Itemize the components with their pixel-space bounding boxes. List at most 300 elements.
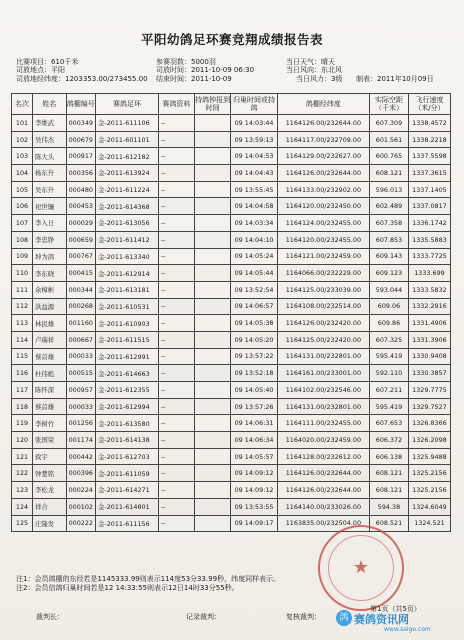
cell-name: 蔡首雄: [33, 348, 67, 365]
cell-name: 钟楚铭: [33, 465, 67, 482]
cell-loft-coords: 1164126.00/232644.00: [277, 465, 369, 482]
cell-arrival-time: 09 14:06:31: [231, 415, 277, 432]
cell-rank: 113: [12, 315, 33, 332]
cell-pigeon-info: --: [159, 248, 195, 265]
cell-distance: 592.110: [370, 365, 409, 382]
table-header-row: [12, 94, 451, 115]
cell-loft-id: 000679: [66, 131, 95, 148]
header-speed: 飞行速度（米/分）: [408, 94, 450, 115]
cell-name: 张国荣: [33, 432, 67, 449]
cell-loft-coords: 1164126.00/232420.00: [277, 315, 369, 332]
cell-distance: 607.358: [370, 215, 409, 232]
results-table: [11, 93, 451, 532]
cell-ring: 金-2011-613181: [96, 281, 159, 298]
cell-name: 洪益源: [33, 298, 67, 315]
cell-name: 杜伟彪: [33, 365, 67, 382]
cell-loft-coords: 1164161.00/233001.00: [277, 365, 369, 382]
cell-pigeon-info: --: [159, 215, 195, 232]
cell-distance: 602.489: [370, 198, 409, 215]
cell-loft-id: 000033: [66, 398, 95, 415]
cell-name: 祥合: [33, 498, 67, 515]
table-row: [12, 231, 451, 248]
pigeon-logo-icon: 鸽: [336, 610, 352, 626]
cell-loft-id: 001174: [66, 432, 95, 449]
cell-rank: 116: [12, 365, 33, 382]
cell-name: 陈大头: [33, 148, 67, 165]
cell-distance: 607.211: [370, 382, 409, 399]
cell-ring: 金-2011-613924: [96, 165, 159, 182]
cell-distance: 606.138: [370, 448, 409, 465]
footnotes: [16, 575, 280, 593]
cell-rank: 124: [12, 498, 33, 515]
cell-speed: 1325.9488: [408, 448, 450, 465]
cell-loft-id: 000917: [66, 148, 95, 165]
cell-pigeon-info: --: [159, 482, 195, 499]
cell-ring: 金-2011-614801: [96, 498, 159, 515]
cell-distance: 607.309: [370, 115, 409, 132]
cell-distance: 607.653: [370, 415, 409, 432]
cell-arrival-time: 09 14:04:10: [231, 231, 277, 248]
cell-pigeon-info: --: [159, 298, 195, 315]
cell-name: 祀世镰: [33, 198, 67, 215]
cell-arrival-time: 09 13:55:45: [231, 181, 277, 198]
header-coords: 鸽棚经纬度: [277, 94, 369, 115]
cell-rank: 117: [12, 382, 33, 399]
cell-name: 致宇: [33, 448, 67, 465]
cell-arrival-time: 09 14:05:20: [231, 331, 277, 348]
cell-pigeon-info: --: [159, 398, 195, 415]
cell-clock-time: [194, 348, 231, 365]
release-time: 司放时间：2011-10-09 06:30: [156, 66, 255, 75]
cell-clock-time: [194, 331, 231, 348]
cell-clock-time: [194, 215, 231, 232]
header-arrival: 归巢时间或持鸽: [231, 94, 277, 115]
cell-pigeon-info: --: [159, 432, 195, 449]
cell-name: 吴东升: [33, 181, 67, 198]
header-ring: 赛鸽足环: [96, 94, 159, 115]
cell-loft-id: 000515: [66, 365, 95, 382]
cell-pigeon-info: --: [159, 131, 195, 148]
cell-loft-id: 001256: [66, 415, 95, 432]
cell-ring: 金-2011-601101: [96, 131, 159, 148]
cell-clock-time: [194, 248, 231, 265]
cell-rank: 106: [12, 198, 33, 215]
cell-loft-id: 000957: [66, 382, 95, 399]
cell-rank: 118: [12, 398, 33, 415]
table-row: [12, 215, 451, 232]
cell-pigeon-info: --: [159, 331, 195, 348]
cell-name: 余樟彬: [33, 281, 67, 298]
cell-loft-coords: 1164131.00/232801.00: [277, 348, 369, 365]
page-title: 平阳幼鸽足环赛竞翔成绩报告表: [140, 32, 323, 47]
header-rank: 名次: [12, 94, 33, 115]
cell-name: 李树竹: [33, 415, 67, 432]
official-seal: ★: [318, 525, 404, 611]
cell-speed: 1337.1405: [408, 181, 450, 198]
cell-clock-time: [194, 465, 231, 482]
cell-clock-time: [194, 415, 231, 432]
cell-loft-id: 000224: [66, 482, 95, 499]
table-row: [12, 515, 451, 532]
cell-arrival-time: 09 14:09:17: [231, 515, 277, 532]
cell-pigeon-info: --: [159, 181, 195, 198]
cell-rank: 123: [12, 482, 33, 499]
cell-speed: 1338.4572: [408, 115, 450, 132]
cell-ring: 金-2011-611515: [96, 331, 159, 348]
cell-speed: 1330.3857: [408, 365, 450, 382]
table-row: [12, 415, 451, 432]
cell-loft-id: 000349: [66, 115, 95, 132]
table-row: [12, 365, 451, 382]
cell-name: 杨东升: [33, 165, 67, 182]
cell-loft-coords: 1164131.00/232801.00: [277, 398, 369, 415]
cell-pigeon-info: --: [159, 415, 195, 432]
cell-pigeon-info: --: [159, 198, 195, 215]
cell-pigeon-info: --: [159, 148, 195, 165]
cell-arrival-time: 09 13:57:22: [231, 348, 277, 365]
cell-arrival-time: 09 14:04:53: [231, 148, 277, 165]
cell-rank: 122: [12, 465, 33, 482]
cell-distance: 608.121: [370, 482, 409, 499]
cell-pigeon-info: --: [159, 281, 195, 298]
cell-rank: 102: [12, 131, 33, 148]
table-row: [12, 331, 451, 348]
results-body: [12, 115, 451, 532]
table-row: [12, 198, 451, 215]
cell-pigeon-info: --: [159, 115, 195, 132]
cell-speed: 1337.0817: [408, 198, 450, 215]
cell-loft-coords: 1164117.00/232709.00: [277, 131, 369, 148]
cell-speed: 1337.5598: [408, 148, 450, 165]
table-row: [12, 148, 451, 165]
cell-arrival-time: 09 14:03:34: [231, 215, 277, 232]
cell-clock-time: [194, 498, 231, 515]
cell-rank: 121: [12, 448, 33, 465]
cell-speed: 1333.699: [408, 265, 450, 282]
cell-clock-time: [194, 398, 231, 415]
cell-clock-time: [194, 165, 231, 182]
table-row: [12, 265, 451, 282]
cell-distance: 608.121: [370, 165, 409, 182]
cell-name: 李松龙: [33, 482, 67, 499]
cell-distance: 601.561: [370, 131, 409, 148]
cell-name: 李维武: [33, 115, 67, 132]
cell-clock-time: [194, 315, 231, 332]
recorder-signature: 记录裁判：: [186, 613, 221, 621]
table-row: [12, 315, 451, 332]
cell-name: 庄隆发: [33, 515, 67, 532]
cell-pigeon-info: --: [159, 498, 195, 515]
table-row: [12, 165, 451, 182]
header-distance: 实际空距（千米）: [370, 94, 409, 115]
cell-speed: 1336.1742: [408, 215, 450, 232]
cell-ring: 金-2011-614368: [96, 198, 159, 215]
cell-speed: 1326.8366: [408, 415, 450, 432]
cell-ring: 金-2011-612355: [96, 382, 159, 399]
cell-loft-coords: 1164120.00/232455.00: [277, 231, 369, 248]
cell-speed: 1324.6049: [408, 498, 450, 515]
cell-arrival-time: 09 14:03:44: [231, 115, 277, 132]
cell-clock-time: [194, 382, 231, 399]
cell-arrival-time: 09 14:04:58: [231, 198, 277, 215]
cell-distance: 607.325: [370, 331, 409, 348]
cell-loft-id: 000442: [66, 448, 95, 465]
cell-arrival-time: 09 13:57:26: [231, 398, 277, 415]
cell-arrival-time: 09 14:06:57: [231, 298, 277, 315]
table-row: [12, 382, 451, 399]
cell-distance: 609.143: [370, 248, 409, 265]
header-clock-time: 持鸽钟报到时间: [194, 94, 231, 115]
weather-info: [286, 58, 342, 75]
entries-count: 参赛羽数：5000羽: [156, 58, 216, 66]
cell-loft-id: 000453: [66, 198, 95, 215]
cell-speed: 1325.2156: [408, 465, 450, 482]
cell-ring: 金-2011-613580: [96, 415, 159, 432]
cell-ring: 金-2011-614663: [96, 365, 159, 382]
cell-arrival-time: 09 14:06:34: [231, 432, 277, 449]
cell-pigeon-info: --: [159, 365, 195, 382]
cell-arrival-time: 09 14:05:24: [231, 248, 277, 265]
cell-rank: 125: [12, 515, 33, 532]
cell-distance: 595.419: [370, 348, 409, 365]
cell-name: 林民雄: [33, 315, 67, 332]
cell-rank: 101: [12, 115, 33, 132]
cell-loft-id: 000268: [66, 298, 95, 315]
cell-clock-time: [194, 448, 231, 465]
cell-arrival-time: 09 14:04:43: [231, 165, 277, 182]
cell-clock-time: [194, 482, 231, 499]
table-row: [12, 248, 451, 265]
cell-distance: 600.765: [370, 148, 409, 165]
cell-distance: 609.123: [370, 265, 409, 282]
cell-clock-time: [194, 181, 231, 198]
table-row: [12, 448, 451, 465]
cell-speed: 1326.2098: [408, 432, 450, 449]
cell-speed: 1331.4906: [408, 315, 450, 332]
cell-rank: 114: [12, 331, 33, 348]
cell-name: 卢瑞祥: [33, 331, 67, 348]
cell-loft-coords: 1164126.00/232644.00: [277, 165, 369, 182]
table-row: [12, 348, 451, 365]
cell-rank: 103: [12, 148, 33, 165]
cell-loft-coords: 1164120.00/232450.00: [277, 198, 369, 215]
table-row: [12, 115, 451, 132]
cell-arrival-time: 09 14:05:44: [231, 265, 277, 282]
cell-rank: 110: [12, 265, 33, 282]
cell-loft-coords: 1164126.00/232644.00: [277, 115, 369, 132]
cell-distance: 595.419: [370, 398, 409, 415]
cell-name: 蔡首雄: [33, 398, 67, 415]
cell-clock-time: [194, 231, 231, 248]
header-name: 姓名: [33, 94, 67, 115]
cell-clock-time: [194, 298, 231, 315]
footnote-1: 注1：会员鸽棚的东经若是1145333.99则表示114度53分33.99秒，纬度同样表示。: [16, 575, 281, 583]
table-row: [12, 398, 451, 415]
cell-loft-id: 000029: [66, 215, 95, 232]
cell-loft-coords: 1164133.00/232902.00: [277, 181, 369, 198]
cell-arrival-time: 09 13:52:18: [231, 365, 277, 382]
cell-speed: 1329.7527: [408, 398, 450, 415]
release-place: 司放地点：平阳: [16, 66, 65, 75]
cell-ring: 金-2011-614138: [96, 432, 159, 449]
cell-loft-coords: 1164108.00/232514.00: [277, 298, 369, 315]
cell-loft-id: 001160: [66, 315, 95, 332]
cell-rank: 111: [12, 281, 33, 298]
cell-loft-coords: 1164129.00/232627.00: [277, 148, 369, 165]
cell-loft-id: 000033: [66, 348, 95, 365]
cell-ring: 金-2011-611059: [96, 465, 159, 482]
cell-pigeon-info: --: [159, 448, 195, 465]
cell-pigeon-info: --: [159, 231, 195, 248]
cell-loft-id: 000415: [66, 265, 95, 282]
cell-loft-coords: 1164020.00/232459.00: [277, 432, 369, 449]
table-row: [12, 432, 451, 449]
cell-pigeon-info: --: [159, 348, 195, 365]
cell-rank: 107: [12, 215, 33, 232]
table-row: [12, 482, 451, 499]
cell-pigeon-info: --: [159, 315, 195, 332]
cell-clock-time: [194, 515, 231, 532]
cell-loft-id: 000344: [66, 281, 95, 298]
cell-arrival-time: 09 14:05:38: [231, 315, 277, 332]
table-row: [12, 298, 451, 315]
cell-rank: 112: [12, 298, 33, 315]
cell-clock-time: [194, 265, 231, 282]
cell-loft-id: 000222: [66, 515, 95, 532]
cell-loft-id: 000767: [66, 248, 95, 265]
cell-speed: 1337.3615: [408, 165, 450, 182]
cell-loft-coords: 1164102.00/232546.00: [277, 382, 369, 399]
cell-loft-coords: 1164126.00/232644.00: [277, 482, 369, 499]
cell-speed: 1325.2156: [408, 482, 450, 499]
cell-name: 吴伟杰: [33, 131, 67, 148]
cell-speed: 1329.7775: [408, 382, 450, 399]
cell-speed: 1332.2916: [408, 298, 450, 315]
cell-loft-coords: 1164125.00/233039.00: [277, 281, 369, 298]
weather: 当日天气：晴天: [286, 58, 335, 66]
watermark-brand: 赛鸽资讯网: [354, 613, 409, 626]
cell-pigeon-info: --: [159, 465, 195, 482]
cell-rank: 115: [12, 348, 33, 365]
cell-name: 陈怀深: [33, 382, 67, 399]
cell-clock-time: [194, 365, 231, 382]
cell-arrival-time: 09 14:09:12: [231, 465, 277, 482]
table-row: [12, 498, 451, 515]
cell-clock-time: [194, 281, 231, 298]
cell-pigeon-info: --: [159, 265, 195, 282]
cell-distance: 608.521: [370, 515, 409, 532]
cell-ring: 金-2011-614271: [96, 482, 159, 499]
made-date: 制表：2011年10月09日: [356, 75, 434, 83]
cell-clock-time: [194, 148, 231, 165]
cell-clock-time: [194, 432, 231, 449]
cell-loft-coords: 1164128.00/232612.00: [277, 448, 369, 465]
cell-loft-id: 000659: [66, 231, 95, 248]
timing-info: [156, 58, 254, 83]
table-row: [12, 181, 451, 198]
cell-loft-coords: 1164066.00/232229.00: [277, 265, 369, 282]
race-item: 比赛项目：610千米: [16, 58, 79, 66]
cell-ring: 金-2011-612182: [96, 148, 159, 165]
cell-speed: 1330.9408: [408, 348, 450, 365]
end-time: 结束时间：2011-10-09: [156, 74, 232, 83]
cell-arrival-time: 09 13:53:55: [231, 498, 277, 515]
cell-distance: 593.044: [370, 281, 409, 298]
cell-name: 李忠铮: [33, 231, 67, 248]
cell-distance: 607.853: [370, 231, 409, 248]
header-loft-id: 鸽棚编号: [66, 94, 95, 115]
cell-clock-time: [194, 198, 231, 215]
cell-loft-id: 000356: [66, 165, 95, 182]
cell-clock-time: [194, 131, 231, 148]
watermark-url: www.saige.com: [384, 626, 431, 633]
cell-distance: 608.121: [370, 465, 409, 482]
cell-loft-coords: 1164140.00/233026.00: [277, 498, 369, 515]
referee-signature: 裁判长：: [36, 613, 64, 621]
cell-ring: 金-2011-612991: [96, 348, 159, 365]
footnote-2: 注2：会员信鸽归巢时间若是12 14:33:55则表示12日14时33分55秒。: [16, 584, 239, 592]
cell-rank: 119: [12, 415, 33, 432]
table-row: [12, 465, 451, 482]
cell-loft-id: 000396: [66, 465, 95, 482]
cell-loft-id: 000667: [66, 331, 95, 348]
header-pigeon-info: 赛鸽资料: [159, 94, 195, 115]
cell-pigeon-info: --: [159, 515, 195, 532]
cell-arrival-time: 09 14:05:57: [231, 448, 277, 465]
cell-arrival-time: 09 14:05:40: [231, 382, 277, 399]
cell-rank: 120: [12, 432, 33, 449]
cell-ring: 金-2011-612703: [96, 448, 159, 465]
cell-rank: 109: [12, 248, 33, 265]
cell-ring: 金-2011-613340: [96, 248, 159, 265]
page-indicator: 第1页（共5页）: [370, 605, 421, 613]
cell-rank: 105: [12, 181, 33, 198]
cell-rank: 104: [12, 165, 33, 182]
cell-name: 坤为鸽: [33, 248, 67, 265]
race-info: [16, 58, 148, 83]
cell-speed: 1338.2218: [408, 131, 450, 148]
cell-loft-id: 000480: [66, 181, 95, 198]
cell-loft-coords: 1164121.00/232459.00: [277, 248, 369, 265]
reviewer-signature: 复核裁判：: [286, 613, 321, 621]
cell-pigeon-info: --: [159, 382, 195, 399]
cell-arrival-time: 09 13:59:13: [231, 131, 277, 148]
cell-speed: 1335.5883: [408, 231, 450, 248]
table-row: [12, 281, 451, 298]
cell-loft-coords: 1164124.00/232455.00: [277, 215, 369, 232]
cell-speed: 1333.7725: [408, 248, 450, 265]
cell-ring: 金-2011-612994: [96, 398, 159, 415]
cell-distance: 609.86: [370, 315, 409, 332]
cell-ring: 金-2011-611412: [96, 231, 159, 248]
cell-speed: 1324.521: [408, 515, 450, 532]
cell-arrival-time: 09 14:09:12: [231, 482, 277, 499]
release-coords: 司放地经纬度：1203353.00/273455.00: [16, 74, 148, 83]
cell-loft-id: 000102: [66, 498, 95, 515]
cell-ring: 金-2011-611224: [96, 181, 159, 198]
cell-loft-coords: 1163835.00/232504.00: [277, 515, 369, 532]
cell-ring: 金-2011-612914: [96, 265, 159, 282]
cell-speed: 1331.3906: [408, 331, 450, 348]
cell-ring: 金-2011-611106: [96, 115, 159, 132]
cell-loft-coords: 1164111.00/232455.00: [277, 415, 369, 432]
cell-distance: 596.013: [370, 181, 409, 198]
cell-name: 李入日: [33, 215, 67, 232]
cell-ring: 金-2011-610903: [96, 315, 159, 332]
cell-name: 李东晓: [33, 265, 67, 282]
cell-ring: 金-2011-613056: [96, 215, 159, 232]
wind-direction: 当日风向：东北风: [286, 66, 342, 75]
